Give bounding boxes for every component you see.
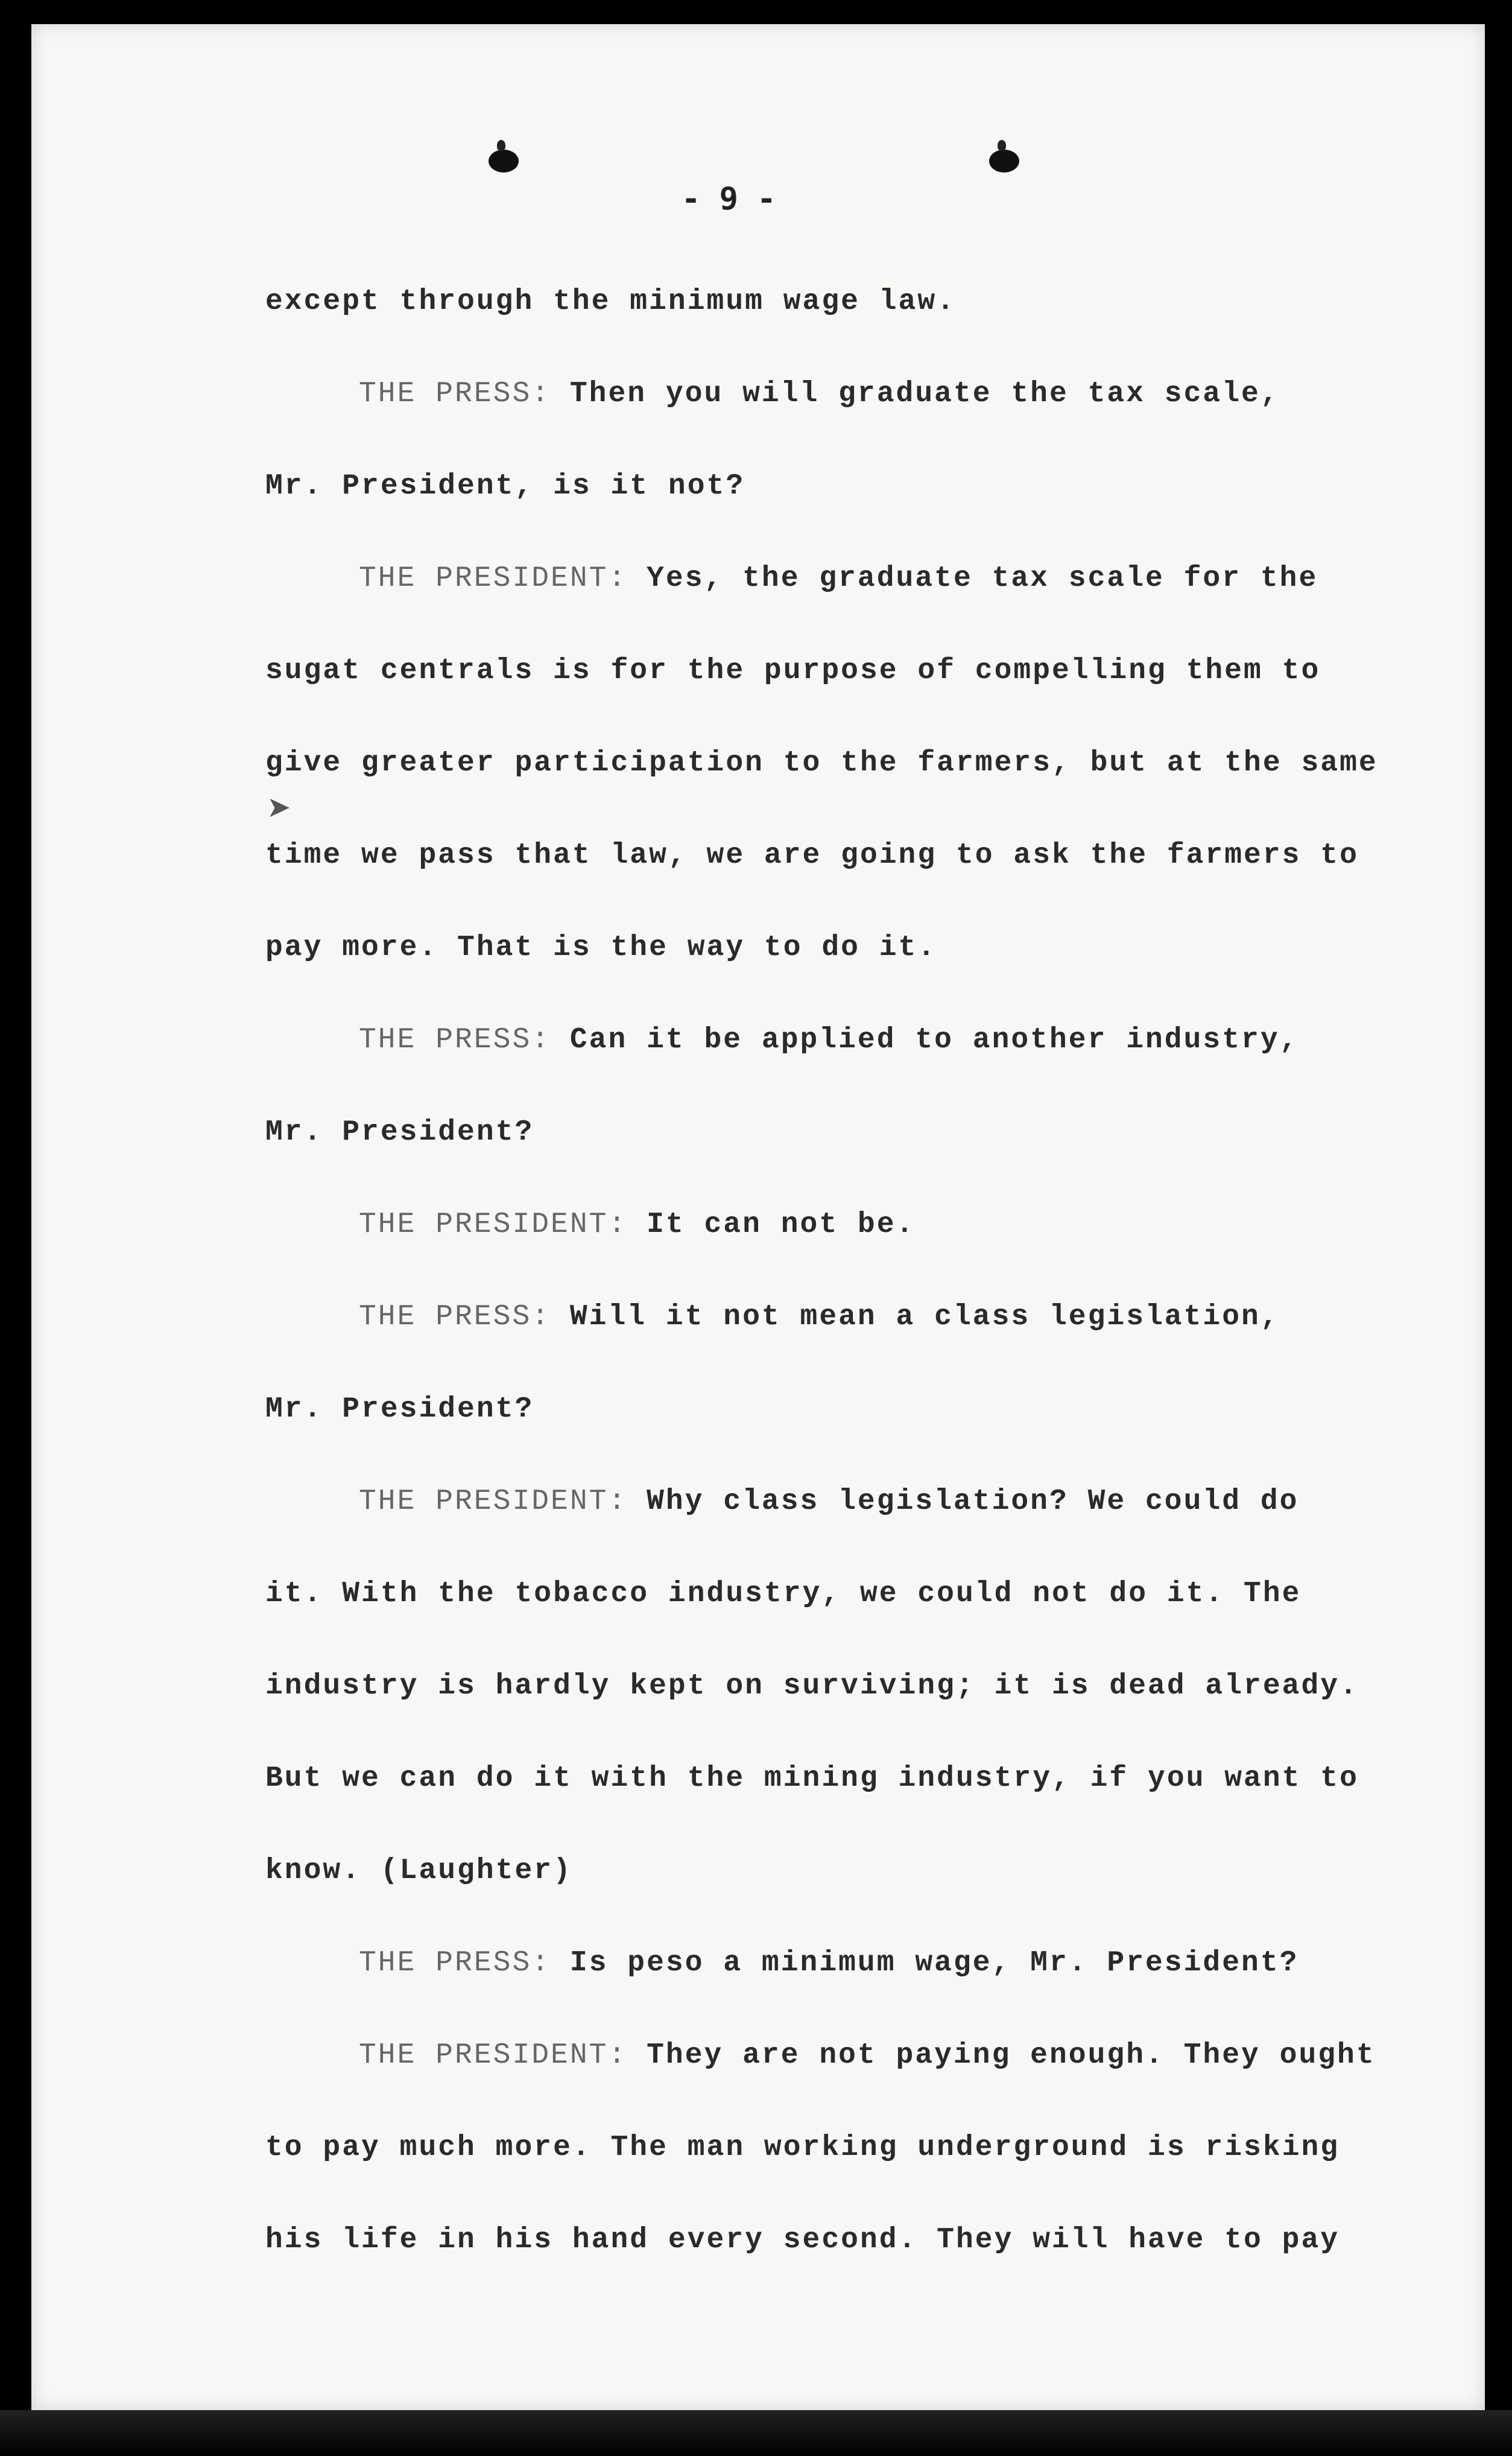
line-text: Mr. President, is it not?: [265, 470, 745, 503]
line-15: [265, 1558, 1369, 1650]
line-1: [265, 265, 1369, 358]
line-3: [265, 450, 1369, 542]
line-10: [265, 1096, 1369, 1188]
line-19: [265, 1927, 1369, 2019]
line-text: Will it not mean a class legislation,: [569, 1301, 1280, 1333]
line-text: Yes, the graduate tax scale for the: [647, 562, 1318, 595]
line-18: [265, 1835, 1369, 1927]
line-6: [265, 727, 1378, 819]
line-11: [265, 1188, 1369, 1281]
speaker-label: THE PRESS:: [359, 1947, 551, 1979]
line-12: [265, 1281, 1369, 1373]
line-16: [265, 1650, 1369, 1742]
line-text: But we can do it with the mining industry, if you want to: [265, 1762, 1359, 1795]
line-7: [265, 819, 1369, 912]
line-text: it. With the tobacco industry, we could not do it. The: [265, 1578, 1302, 1610]
line-text: his life in his hand every second. They will have to pay: [265, 2224, 1340, 2256]
scan-bottom-border: [0, 2410, 1512, 2456]
line-text: Is peso a minimum wage, Mr. President?: [569, 1947, 1299, 1979]
punch-hole-left: [489, 150, 519, 173]
speaker-label: THE PRESIDENT:: [359, 1485, 628, 1518]
line-8: [265, 912, 1369, 1004]
punch-hole-right: [989, 150, 1019, 173]
speaker-label: THE PRESS:: [359, 1301, 551, 1333]
speaker-label: THE PRESS:: [359, 1024, 551, 1056]
line-9: [265, 1004, 1369, 1096]
line-text: give greater participation to the farmers, but at the same: [265, 747, 1378, 779]
line-22: [265, 2204, 1369, 2296]
line-text: industry is hardly kept on surviving; it is dead already.: [265, 1670, 1359, 1702]
line-20: [265, 2019, 1376, 2112]
speaker-label: THE PRESIDENT:: [359, 2039, 628, 2072]
line-text: sugat centrals is for the purpose of compelling them to: [265, 655, 1321, 687]
line-5: [265, 635, 1369, 727]
speaker-label: THE PRESIDENT:: [359, 1208, 628, 1241]
line-text: know. (Laughter): [265, 1855, 572, 1887]
speaker-label: THE PRESIDENT:: [359, 562, 628, 595]
transcript-body: [265, 265, 1378, 2296]
line-text: Why class legislation? We could do: [647, 1485, 1299, 1518]
margin-arrow-mark: ➤: [267, 790, 291, 824]
line-text: pay more. That is the way to do it.: [265, 931, 937, 964]
line-text: to pay much more. The man working underground is risking: [265, 2131, 1340, 2164]
line-text: Mr. President?: [265, 1116, 534, 1149]
line-text: It can not be.: [647, 1208, 916, 1241]
line-17: [265, 1742, 1369, 1835]
line-13: [265, 1373, 1369, 1465]
line-text: Mr. President?: [265, 1393, 534, 1426]
speaker-label: THE PRESS:: [359, 378, 551, 410]
line-text: time we pass that law, we are going to ask the farmers to: [265, 839, 1359, 872]
line-4: [265, 542, 1369, 635]
line-text: Can it be applied to another industry,: [569, 1024, 1299, 1056]
line-21: [265, 2112, 1369, 2204]
line-14: [265, 1465, 1369, 1558]
line-text: except through the minimum wage law.: [265, 285, 956, 318]
line-text: They are not paying enough. They ought: [647, 2039, 1376, 2072]
page-number: - 9 -: [682, 181, 776, 217]
line-text: Then you will graduate the tax scale,: [569, 378, 1280, 410]
line-2: [265, 358, 1369, 450]
